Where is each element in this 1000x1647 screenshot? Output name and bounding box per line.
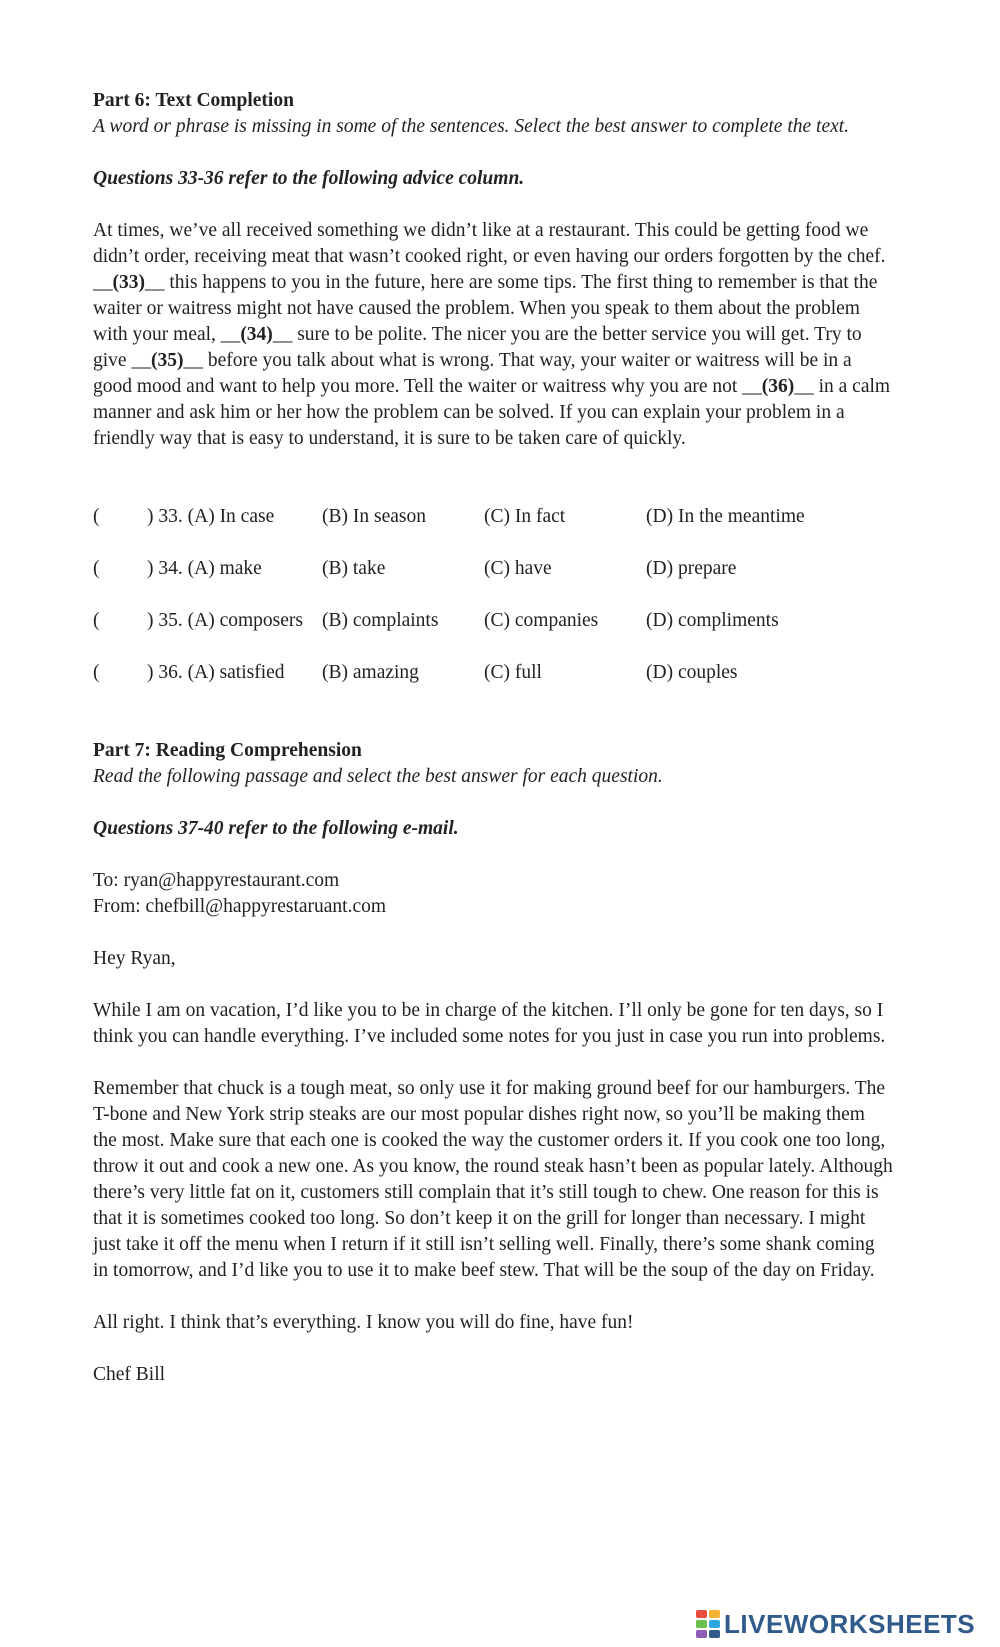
passage-segment: __ this happens to you in the future, here are some tips. The first thing to remember is that the waiter or waitress might not have caused the problem. When you speak to them about the problem with your meal, __ (93, 272, 878, 345)
passage-segment: __ sure to be polite. The nicer you are the better service you will get. Try to give __ (93, 324, 862, 371)
email-paragraph-1: While I am on vacation, I’d like you to be in charge of the kitchen. I’ll only be gone for ten days, so I think you can handle everything. I’ve included some notes for you just in case you run into problems. (93, 1000, 886, 1047)
option-a: ) 36. (A) satisfied (147, 662, 285, 683)
option-d: (D) prepare (646, 558, 737, 579)
blank-33: (33) (112, 272, 145, 293)
part6-heading: Part 6: Text Completion (93, 90, 294, 111)
email-signature: Chef Bill (93, 1364, 166, 1385)
option-c: (C) full (484, 662, 542, 683)
part7-heading: Part 7: Reading Comprehension (93, 740, 362, 761)
email-closing: All right. I think that’s everything. I know you will do fine, have fun! (93, 1312, 634, 1333)
question-row-35 (93, 608, 893, 634)
passage-segment: __ before you talk about what is wrong. That way, your waiter or waitress will be in a good mood and want to help you more. Tell the waiter or waitress why you are not __ (93, 350, 852, 397)
option-b: (B) amazing (322, 662, 419, 683)
option-a: ) 34. (A) make (147, 558, 262, 579)
liveworksheets-logo-icon (696, 1610, 720, 1638)
liveworksheets-logo (696, 1608, 975, 1640)
option-c: (C) companies (484, 610, 599, 631)
option-d: (D) In the meantime (646, 506, 805, 527)
email-from: From: chefbill@happyrestaruant.com (93, 896, 387, 917)
answer-blank[interactable]: ( (93, 662, 100, 683)
blank-35: (35) (150, 350, 184, 371)
option-a: ) 35. (A) composers (147, 610, 303, 631)
email-to: To: ryan@happyrestaurant.com (93, 870, 340, 891)
part7-question-ref: Questions 37-40 refer to the following e-mail. (93, 818, 459, 839)
answer-blank[interactable]: ( (93, 506, 100, 527)
option-b: (B) In season (322, 506, 426, 527)
logo-text: LIVEWORKSHEETS (724, 1608, 976, 1639)
advice-column-passage (93, 218, 893, 452)
part7-section (93, 738, 893, 1388)
part7-instruction: Read the following passage and select the best answer for each question. (93, 766, 663, 787)
email-paragraph-2: Remember that chuck is a tough meat, so only use it for making ground beef for our hamburgers. The T-bone and New York strip steaks are our most popular dishes right now, so you’ll be making them the most. Make sure that each one is cooked the way the customer orders it. If you cook one too long, throw it out and cook a new one. As you know, the round steak hasn’t been as popular lately. Although there’s very little fat on it, customers still complain that it’s still tough to chew. One reason for this is that it is sometimes cooked too long. So don’t keep it on the grill for longer than necessary. I might just take it off the menu when I return if it still isn’t selling well. Finally, there’s some shank coming in tomorrow, and I’d like you to use it to make beef stew. That will be the soup of the day on Friday. (93, 1078, 893, 1281)
answer-blank[interactable]: ( (93, 610, 100, 631)
question-row-33 (93, 504, 893, 530)
passage-segment: At times, we’ve all received something we didn’t like at a restaurant. This could be getting food we didn’t order, receiving meat that wasn’t cooked right, or even having our orders forgotten by the chef. __ (93, 220, 886, 293)
question-row-34 (93, 556, 893, 582)
answer-options (93, 504, 893, 686)
option-d: (D) couples (646, 662, 738, 683)
option-a: ) 33. (A) In case (147, 506, 275, 527)
blank-34: (34) (240, 324, 273, 345)
part6-instruction: A word or phrase is missing in some of the sentences. Select the best answer to complete the text. (93, 116, 850, 137)
answer-blank[interactable]: ( (93, 558, 100, 579)
option-d: (D) compliments (646, 610, 779, 631)
option-c: (C) have (484, 558, 552, 579)
option-b: (B) take (322, 558, 386, 579)
email-greeting: Hey Ryan, (93, 948, 176, 969)
worksheet-page (93, 88, 893, 1388)
part6-question-ref: Questions 33-36 refer to the following advice column. (93, 168, 525, 189)
option-b: (B) complaints (322, 610, 439, 631)
question-row-36 (93, 660, 893, 686)
passage-segment: __ in a calm manner and ask him or her how the problem can be solved. If you can explain your problem in a friendly way that is easy to understand, it is sure to be taken care of quickly. (93, 376, 891, 449)
blank-36: (36) (761, 376, 795, 397)
email-header (93, 868, 893, 920)
option-c: (C) In fact (484, 506, 566, 527)
